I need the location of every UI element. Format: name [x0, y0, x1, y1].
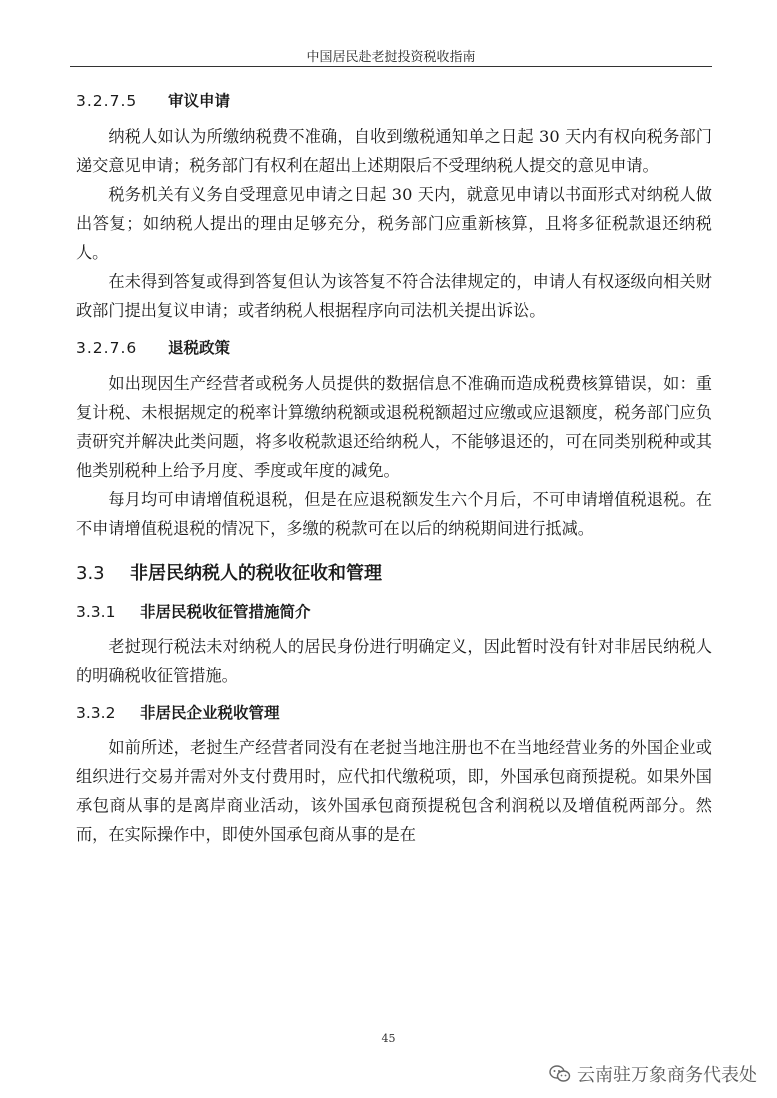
section-title: 审议申请 [168, 92, 231, 110]
section-heading [76, 337, 712, 359]
section-title: 退税政策 [168, 339, 231, 357]
paragraph: 纳税人如认为所缴纳税费不准确，自收到缴税通知单之日起 30 天内有权向税务部门递交意见申请；税务部门有权利在超出上述期限后不受理纳税人提交的意见申请。 [76, 127, 712, 175]
paragraph: 税务机关有义务自受理意见申请之日起 30 天内，就意见申请以书面形式对纳税人做出答复；如纳税人提出的理由足够充分，税务部门应重新核算，且将多征税款退还纳税人。 [76, 185, 712, 262]
running-header: 中国居民赴老挝投资税收指南 [306, 50, 476, 65]
subsection-title: 非居民税收征管措施简介 [140, 603, 311, 621]
subsection-heading [76, 601, 712, 623]
header-rule [70, 66, 712, 67]
subsection-title: 非居民企业税收管理 [140, 704, 280, 722]
chapter-title: 非居民纳税人的税收征收和管理 [130, 563, 382, 584]
subsection-heading [76, 702, 712, 724]
page-content [76, 90, 712, 849]
paragraph: 在未得到答复或得到答复但认为该答复不符合法律规定的，申请人有权逐级向相关财政部门提出复议申请；或者纳税人根据程序向司法机关提出诉讼。 [76, 272, 712, 320]
chapter-number: 3.3 [76, 563, 105, 584]
section-heading [76, 90, 712, 112]
watermark [549, 1061, 757, 1087]
paragraph: 老挝现行税法未对纳税人的居民身份进行明确定义，因此暂时没有针对非居民纳税人的明确税收征管措施。 [76, 637, 712, 685]
section-number: 3.2.7.5 [76, 92, 138, 110]
paragraph: 如出现因生产经营者或税务人员提供的数据信息不准确而造成税费核算错误，如：重复计税、未根据规定的税率计算缴纳税额或退税税额超过应缴或应退额度，税务部门应负责研究并解决此类问题，将多收税款退还给纳税人，不能够退还的，可在同类别税种或其他类别税种上给予月度、季度或年度的减免。 [76, 374, 712, 480]
section-number: 3.2.7.6 [76, 339, 138, 357]
subsection-number: 3.3.2 [76, 704, 116, 722]
paragraph: 每月均可申请增值税退税，但是在应退税额发生六个月后，不可申请增值税退税。在不申请增值税退税的情况下，多缴的税款可在以后的纳税期间进行抵减。 [76, 490, 712, 538]
chapter-heading [76, 561, 712, 587]
paragraph: 如前所述，老挝生产经营者同没有在老挝当地注册也不在当地经营业务的外国企业或组织进行交易并需对外支付费用时，应代扣代缴税项，即，外国承包商预提税。如果外国承包商从事的是离岸商业活动，该外国承包商预提税包含利润税以及增值税两部分。然而，在实际操作中，即使外国承包商从事的是在 [76, 738, 712, 844]
watermark-text: 云南驻万象商务代表处 [577, 1065, 757, 1086]
wechat-icon [549, 1064, 571, 1084]
page-number: 45 [381, 1032, 396, 1045]
subsection-number: 3.3.1 [76, 603, 116, 621]
